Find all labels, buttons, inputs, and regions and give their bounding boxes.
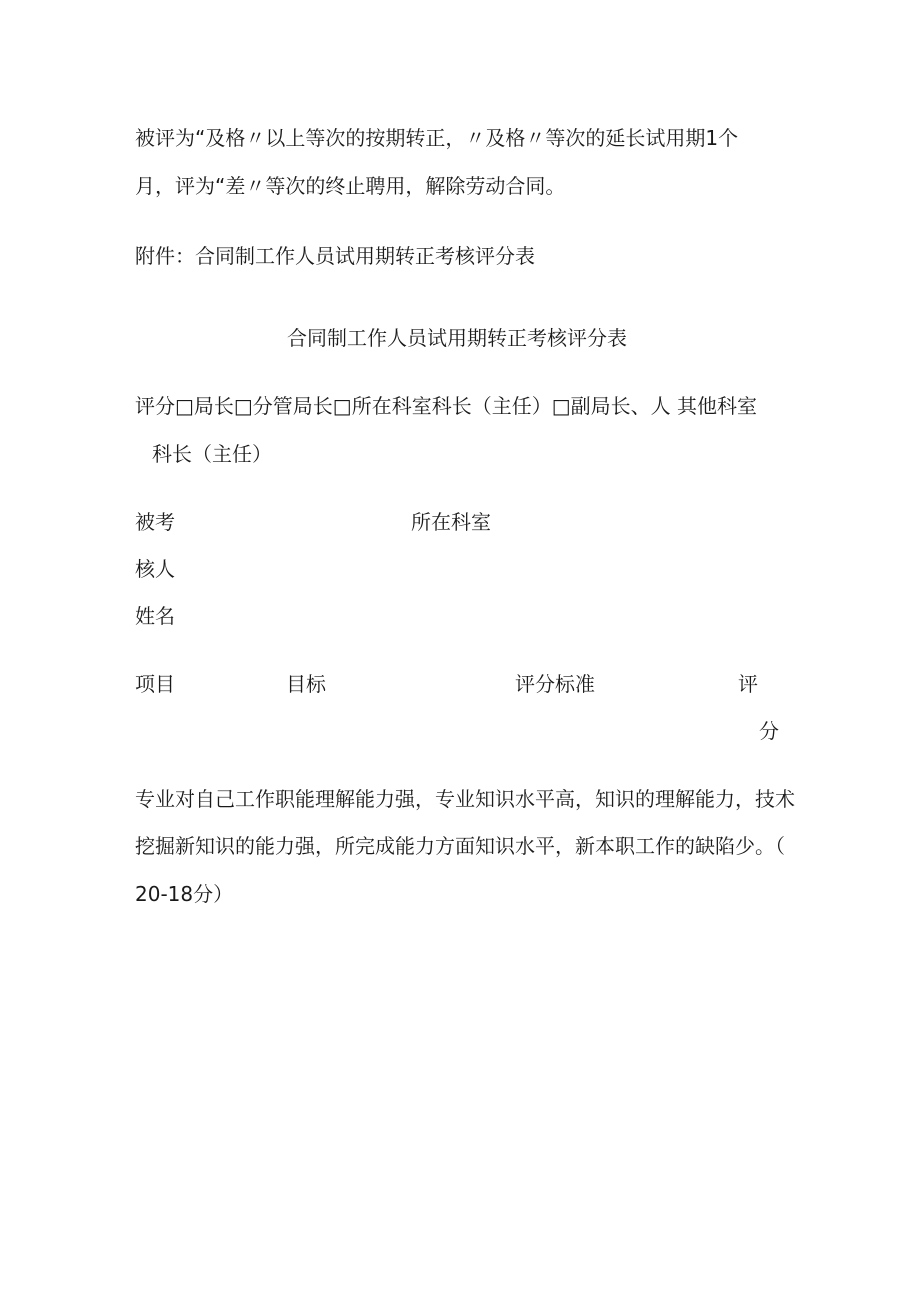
department-label: 所在科室 (411, 510, 491, 534)
table-header-criteria: 评分标准 (515, 672, 595, 696)
table-header-target: 目标 (286, 672, 326, 696)
rater-options-line: 科长（主任） (152, 442, 272, 466)
examinee-label: 姓名 (135, 604, 175, 628)
examinee-label: 核人 (135, 557, 175, 581)
examinee-label: 被考 (135, 510, 175, 534)
criteria-line: 专业对自己工作职能理解能力强，专业知识水平高，知识的理解能力，技术 (135, 787, 795, 811)
paragraph-line: 月，评为“差〃等次的终止聘用，解除劳动合同。 (135, 174, 566, 198)
criteria-line: 挖掘新知识的能力强，所完成能力方面知识水平，新本职工作的缺陷少。（ (135, 834, 785, 858)
table-header-score: 评 (738, 672, 758, 696)
table-header-item: 项目 (135, 672, 175, 696)
form-title: 合同制工作人员试用期转正考核评分表 (287, 326, 627, 350)
criteria-line: 20-18分） (135, 882, 234, 906)
paragraph-line: 被评为“及格〃以上等次的按期转正，〃及格〃等次的延长试用期1个 (135, 126, 739, 150)
rater-options-line: 评分□局长□分管局长□所在科室科长（主任）□副局长、人 其他科室 (135, 394, 757, 418)
table-header-score: 分 (759, 719, 779, 743)
attachment-line: 附件：合同制工作人员试用期转正考核评分表 (135, 244, 535, 268)
